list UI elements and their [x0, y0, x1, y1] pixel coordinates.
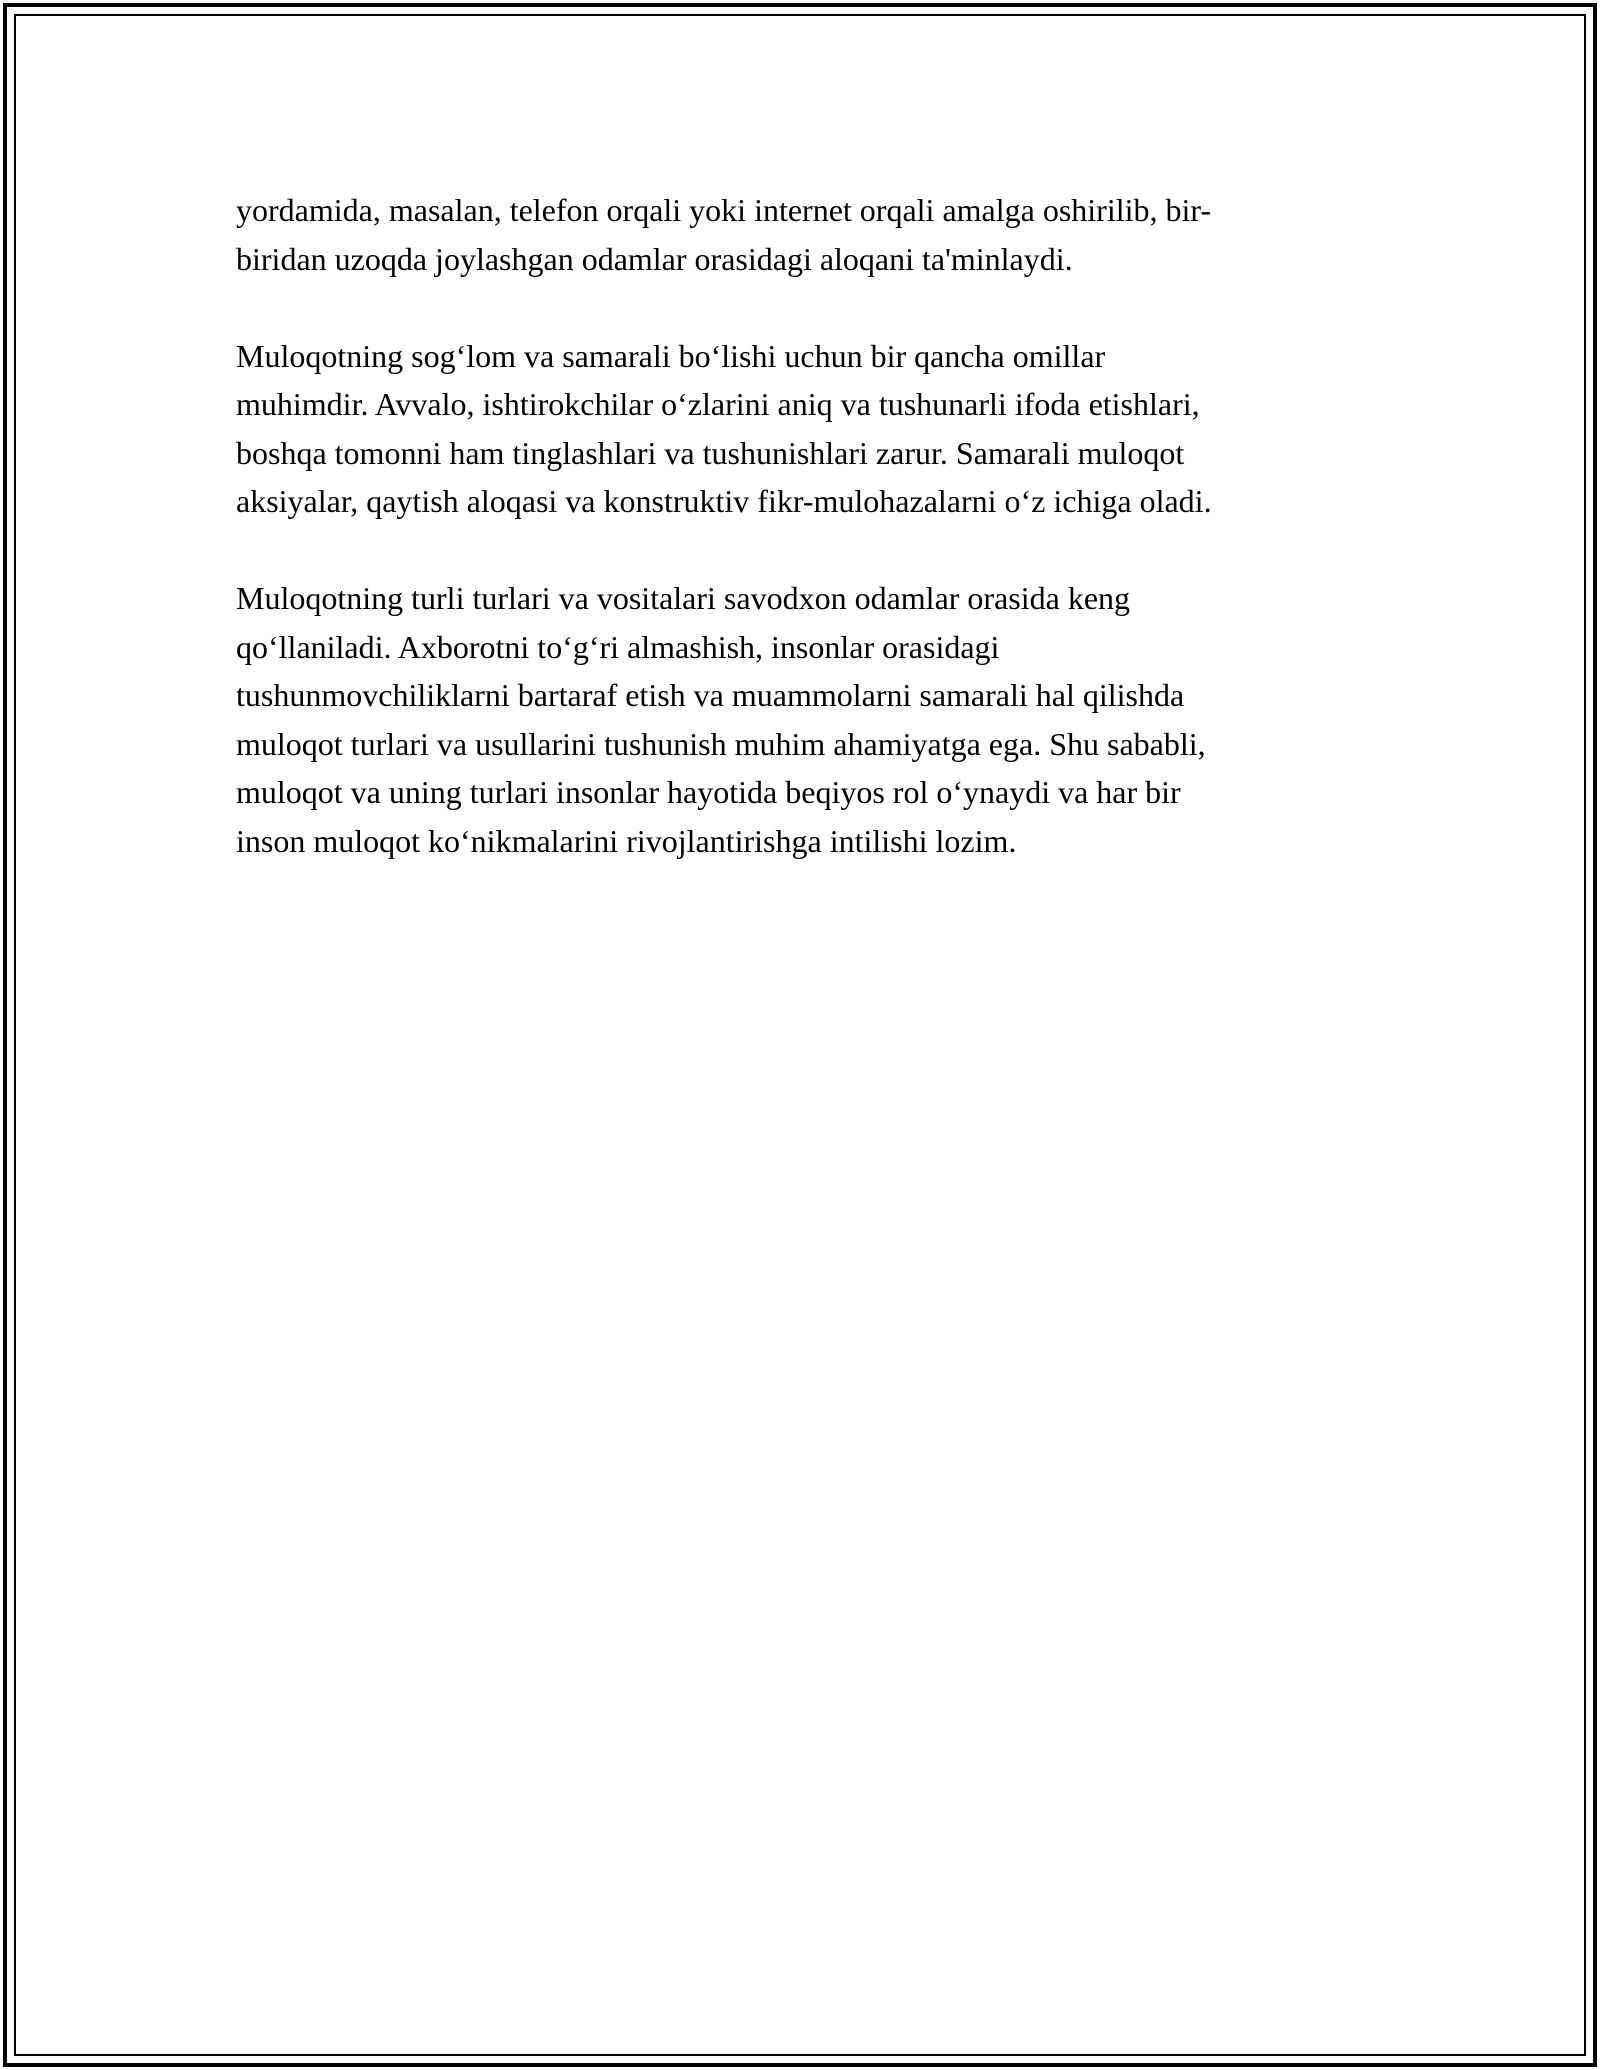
paragraph-1: [236, 186, 1366, 283]
document-body: [236, 186, 1366, 914]
text-line: muloqot va uning turlari insonlar hayotida beqiyos rol o‘ynaydi va har bir: [236, 774, 1181, 810]
text-line: muloqot turlari va usullarini tushunish muhim ahamiyatga ega. Shu sababli,: [236, 725, 1206, 762]
text-line: muhimdir. Avvalo, ishtirokchilar o‘zlarini aniq va tushunarli ifoda etishlari,: [236, 386, 1200, 422]
text-line: Muloqotning turli turlari va vositalari savodxon odamlar orasida keng: [236, 580, 1131, 616]
text-line: aksiyalar, qaytish aloqasi va konstruktiv fikr-mulohazalarni o‘z ichiga oladi.: [236, 483, 1212, 519]
text-line: yordamida, masalan, telefon orqali yoki internet orqali amalga oshirilib, bir-: [236, 192, 1212, 228]
text-line: Muloqotning sog‘lom va samarali bo‘lishi uchun bir qancha omillar: [236, 337, 1106, 374]
paragraph-3: [236, 574, 1366, 865]
text-line: biridan uzoqda joylashgan odamlar orasidagi aloqani ta'minlaydi.: [236, 240, 1073, 277]
text-line: boshqa tomonni ham tinglashlari va tushunishlari zarur. Samarali muloqot: [236, 434, 1185, 471]
text-line: tushunmovchiliklarni bartaraf etish va muammolarni samarali hal qilishda: [236, 677, 1185, 713]
paragraph-2: [236, 332, 1366, 526]
text-line: inson muloqot ko‘nikmalarini rivojlantirishga intilishi lozim.: [236, 822, 1017, 859]
text-line: qo‘llaniladi. Axborotni to‘g‘ri almashish, insonlar orasidagi: [236, 628, 1000, 665]
